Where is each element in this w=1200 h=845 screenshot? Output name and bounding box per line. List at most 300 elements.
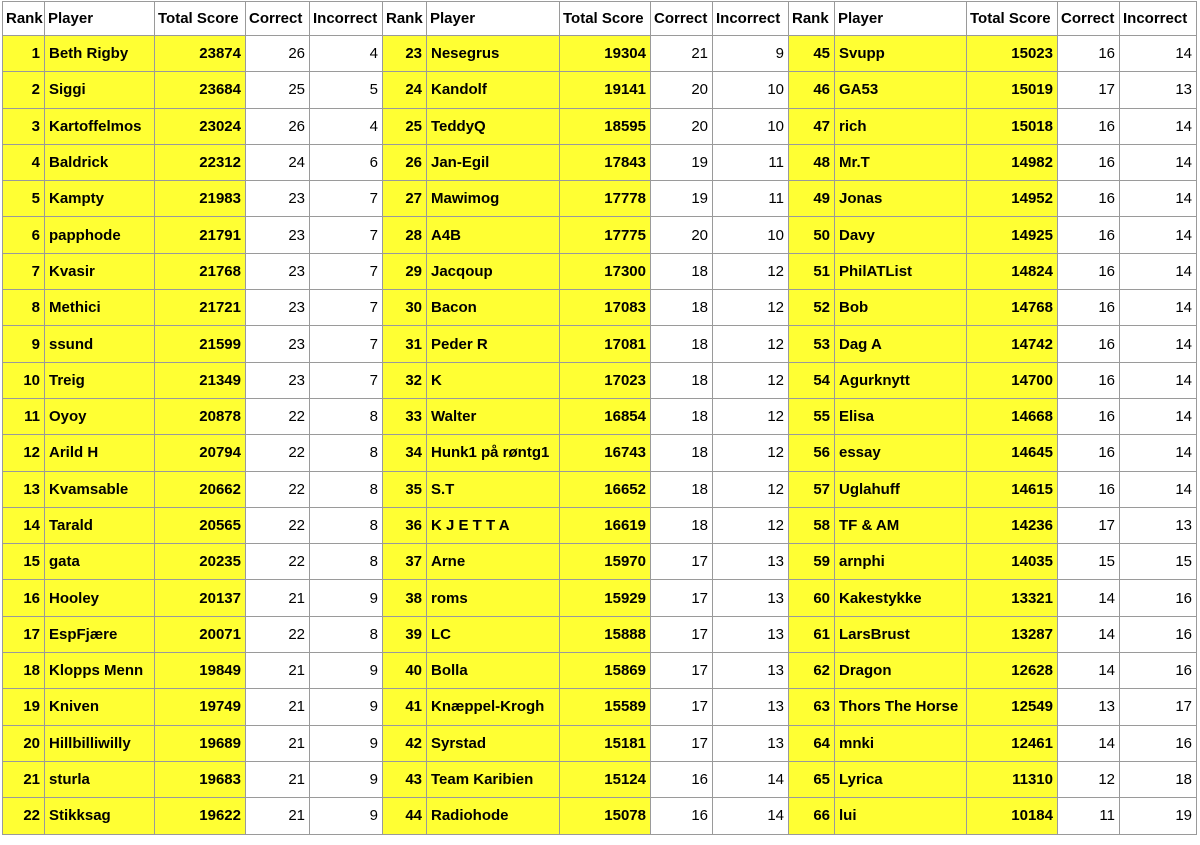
table-row — [3, 108, 383, 144]
incorrect-cell: 14 — [1120, 362, 1197, 398]
rank-cell: 39 — [383, 616, 427, 652]
correct-cell: 16 — [1058, 398, 1120, 434]
panel-body — [3, 36, 383, 835]
player-cell: Dag A — [835, 326, 967, 362]
player-cell: Nesegrus — [427, 36, 560, 72]
total-score-cell: 20235 — [155, 544, 246, 580]
table-row — [3, 507, 383, 543]
rank-cell: 42 — [383, 725, 427, 761]
correct-cell: 16 — [1058, 435, 1120, 471]
incorrect-cell: 11 — [713, 144, 789, 180]
total-score-cell: 19304 — [560, 36, 651, 72]
rank-cell: 6 — [3, 217, 45, 253]
rank-cell: 60 — [789, 580, 835, 616]
rank-cell: 38 — [383, 580, 427, 616]
rank-cell: 2 — [3, 72, 45, 108]
correct-cell: 22 — [246, 435, 310, 471]
table-row — [3, 761, 383, 797]
incorrect-cell: 13 — [1120, 72, 1197, 108]
correct-cell: 16 — [651, 761, 713, 797]
incorrect-cell: 9 — [310, 689, 383, 725]
incorrect-cell: 7 — [310, 217, 383, 253]
correct-cell: 16 — [1058, 144, 1120, 180]
total-score-cell: 13287 — [967, 616, 1058, 652]
table-row — [383, 616, 789, 652]
header-row — [383, 2, 789, 36]
player-header: Player — [45, 2, 155, 36]
rank-cell: 22 — [3, 798, 45, 834]
total-score-cell: 17843 — [560, 144, 651, 180]
table-row — [789, 507, 1197, 543]
total-score-cell: 12549 — [967, 689, 1058, 725]
player-cell: Tarald — [45, 507, 155, 543]
incorrect-cell: 13 — [713, 689, 789, 725]
correct-cell: 21 — [651, 36, 713, 72]
total-score-cell: 14615 — [967, 471, 1058, 507]
incorrect-cell: 13 — [713, 725, 789, 761]
total-score-cell: 14742 — [967, 326, 1058, 362]
player-cell: Lyrica — [835, 761, 967, 797]
total-score-cell: 14700 — [967, 362, 1058, 398]
rank-cell: 28 — [383, 217, 427, 253]
total-score-cell: 16652 — [560, 471, 651, 507]
correct-cell: 17 — [651, 653, 713, 689]
table-row — [789, 725, 1197, 761]
rank-header: Rank — [3, 2, 45, 36]
rank-cell: 50 — [789, 217, 835, 253]
table-row — [3, 616, 383, 652]
table-row — [383, 507, 789, 543]
incorrect-cell: 9 — [713, 36, 789, 72]
total-score-cell: 14982 — [967, 144, 1058, 180]
table-row — [789, 290, 1197, 326]
rank-cell: 13 — [3, 471, 45, 507]
total-score-cell: 15019 — [967, 72, 1058, 108]
total-score-cell: 23874 — [155, 36, 246, 72]
incorrect-cell: 14 — [1120, 398, 1197, 434]
total-score-header: Total Score — [967, 2, 1058, 36]
player-cell: Treig — [45, 362, 155, 398]
correct-cell: 16 — [1058, 326, 1120, 362]
total-score-cell: 14925 — [967, 217, 1058, 253]
player-cell: Baldrick — [45, 144, 155, 180]
incorrect-cell: 4 — [310, 108, 383, 144]
correct-cell: 17 — [651, 580, 713, 616]
table-row — [789, 108, 1197, 144]
incorrect-cell: 17 — [1120, 689, 1197, 725]
correct-cell: 18 — [651, 362, 713, 398]
player-cell: mnki — [835, 725, 967, 761]
table-row — [3, 144, 383, 180]
player-cell: Klopps Menn — [45, 653, 155, 689]
correct-cell: 17 — [651, 689, 713, 725]
total-score-cell: 15970 — [560, 544, 651, 580]
correct-cell: 16 — [1058, 36, 1120, 72]
rank-cell: 20 — [3, 725, 45, 761]
table-row — [3, 72, 383, 108]
player-cell: Kakestykke — [835, 580, 967, 616]
correct-cell: 21 — [246, 689, 310, 725]
table-row — [3, 181, 383, 217]
rank-cell: 65 — [789, 761, 835, 797]
player-cell: Beth Rigby — [45, 36, 155, 72]
total-score-header: Total Score — [560, 2, 651, 36]
player-cell: Stikksag — [45, 798, 155, 834]
incorrect-cell: 10 — [713, 217, 789, 253]
table-row — [3, 798, 383, 834]
rank-cell: 16 — [3, 580, 45, 616]
player-header: Player — [835, 2, 967, 36]
incorrect-header: Incorrect — [1120, 2, 1197, 36]
rank-cell: 26 — [383, 144, 427, 180]
player-cell: Kvamsable — [45, 471, 155, 507]
correct-cell: 23 — [246, 290, 310, 326]
correct-cell: 14 — [1058, 653, 1120, 689]
total-score-cell: 21983 — [155, 181, 246, 217]
incorrect-cell: 16 — [1120, 653, 1197, 689]
total-score-cell: 21721 — [155, 290, 246, 326]
total-score-cell: 14668 — [967, 398, 1058, 434]
correct-cell: 23 — [246, 181, 310, 217]
total-score-cell: 19141 — [560, 72, 651, 108]
incorrect-cell: 11 — [713, 181, 789, 217]
correct-cell: 22 — [246, 507, 310, 543]
rank-cell: 66 — [789, 798, 835, 834]
rank-cell: 52 — [789, 290, 835, 326]
correct-cell: 21 — [246, 725, 310, 761]
correct-cell: 21 — [246, 798, 310, 834]
rank-cell: 31 — [383, 326, 427, 362]
incorrect-cell: 8 — [310, 544, 383, 580]
rank-cell: 41 — [383, 689, 427, 725]
total-score-cell: 12461 — [967, 725, 1058, 761]
incorrect-header: Incorrect — [310, 2, 383, 36]
player-cell: Hillbilliwilly — [45, 725, 155, 761]
correct-cell: 21 — [246, 580, 310, 616]
correct-cell: 22 — [246, 544, 310, 580]
rank-cell: 46 — [789, 72, 835, 108]
incorrect-cell: 10 — [713, 72, 789, 108]
player-cell: Bacon — [427, 290, 560, 326]
table-row — [383, 689, 789, 725]
player-cell: Bob — [835, 290, 967, 326]
table-row — [3, 290, 383, 326]
total-score-cell: 17081 — [560, 326, 651, 362]
header-row — [789, 2, 1197, 36]
player-header: Player — [427, 2, 560, 36]
incorrect-cell: 13 — [713, 544, 789, 580]
correct-cell: 19 — [651, 181, 713, 217]
incorrect-cell: 9 — [310, 580, 383, 616]
table-row — [383, 761, 789, 797]
correct-cell: 14 — [1058, 725, 1120, 761]
rank-cell: 51 — [789, 253, 835, 289]
table-row — [3, 653, 383, 689]
table-row — [3, 398, 383, 434]
incorrect-cell: 14 — [1120, 290, 1197, 326]
incorrect-cell: 14 — [713, 761, 789, 797]
rank-cell: 49 — [789, 181, 835, 217]
correct-cell: 18 — [651, 290, 713, 326]
incorrect-cell: 4 — [310, 36, 383, 72]
table-row — [383, 253, 789, 289]
table-row — [383, 72, 789, 108]
player-cell: Mawimog — [427, 181, 560, 217]
total-score-cell: 21599 — [155, 326, 246, 362]
total-score-cell: 14645 — [967, 435, 1058, 471]
player-cell: Team Karibien — [427, 761, 560, 797]
incorrect-cell: 5 — [310, 72, 383, 108]
table-row — [383, 362, 789, 398]
total-score-cell: 15929 — [560, 580, 651, 616]
rank-cell: 58 — [789, 507, 835, 543]
leaderboard-panel-2 — [382, 1, 789, 835]
rank-cell: 34 — [383, 435, 427, 471]
total-score-cell: 14035 — [967, 544, 1058, 580]
table-row — [789, 217, 1197, 253]
total-score-cell: 11310 — [967, 761, 1058, 797]
total-score-cell: 10184 — [967, 798, 1058, 834]
correct-cell: 15 — [1058, 544, 1120, 580]
total-score-cell: 15589 — [560, 689, 651, 725]
total-score-header: Total Score — [155, 2, 246, 36]
incorrect-cell: 12 — [713, 290, 789, 326]
correct-cell: 23 — [246, 326, 310, 362]
total-score-cell: 21791 — [155, 217, 246, 253]
incorrect-cell: 12 — [713, 471, 789, 507]
correct-cell: 14 — [1058, 580, 1120, 616]
rank-cell: 11 — [3, 398, 45, 434]
player-cell: Kampty — [45, 181, 155, 217]
table-row — [789, 544, 1197, 580]
correct-cell: 18 — [651, 326, 713, 362]
correct-cell: 21 — [246, 761, 310, 797]
table-row — [383, 217, 789, 253]
rank-cell: 3 — [3, 108, 45, 144]
player-cell: Svupp — [835, 36, 967, 72]
correct-cell: 26 — [246, 36, 310, 72]
table-row — [789, 253, 1197, 289]
table-row — [383, 725, 789, 761]
player-cell: GA53 — [835, 72, 967, 108]
table-row — [383, 290, 789, 326]
total-score-cell: 20071 — [155, 616, 246, 652]
incorrect-cell: 14 — [1120, 471, 1197, 507]
incorrect-header: Incorrect — [713, 2, 789, 36]
total-score-cell: 15023 — [967, 36, 1058, 72]
incorrect-cell: 6 — [310, 144, 383, 180]
total-score-cell: 15124 — [560, 761, 651, 797]
table-row — [789, 326, 1197, 362]
table-row — [3, 580, 383, 616]
incorrect-cell: 15 — [1120, 544, 1197, 580]
rank-cell: 62 — [789, 653, 835, 689]
correct-cell: 18 — [651, 435, 713, 471]
player-cell: rich — [835, 108, 967, 144]
header-row — [3, 2, 383, 36]
total-score-cell: 14824 — [967, 253, 1058, 289]
table-row — [3, 326, 383, 362]
player-cell: Bolla — [427, 653, 560, 689]
table-row — [3, 544, 383, 580]
correct-cell: 13 — [1058, 689, 1120, 725]
table-row — [383, 181, 789, 217]
total-score-cell: 20878 — [155, 398, 246, 434]
incorrect-cell: 18 — [1120, 761, 1197, 797]
table-row — [383, 326, 789, 362]
correct-cell: 23 — [246, 362, 310, 398]
player-cell: TeddyQ — [427, 108, 560, 144]
player-cell: sturla — [45, 761, 155, 797]
rank-cell: 7 — [3, 253, 45, 289]
rank-cell: 30 — [383, 290, 427, 326]
table-row — [789, 36, 1197, 72]
total-score-cell: 21349 — [155, 362, 246, 398]
total-score-cell: 19749 — [155, 689, 246, 725]
player-cell: K J E T T A — [427, 507, 560, 543]
player-cell: PhilATList — [835, 253, 967, 289]
incorrect-cell: 9 — [310, 761, 383, 797]
total-score-cell: 20794 — [155, 435, 246, 471]
player-cell: LC — [427, 616, 560, 652]
table-row — [383, 471, 789, 507]
incorrect-cell: 14 — [1120, 435, 1197, 471]
incorrect-cell: 13 — [713, 616, 789, 652]
player-cell: essay — [835, 435, 967, 471]
rank-cell: 21 — [3, 761, 45, 797]
incorrect-cell: 9 — [310, 653, 383, 689]
incorrect-cell: 8 — [310, 471, 383, 507]
incorrect-cell: 7 — [310, 362, 383, 398]
player-cell: Thors The Horse — [835, 689, 967, 725]
correct-cell: 16 — [1058, 217, 1120, 253]
correct-cell: 16 — [1058, 181, 1120, 217]
table-row — [3, 689, 383, 725]
table-row — [789, 181, 1197, 217]
incorrect-cell: 14 — [1120, 36, 1197, 72]
table-row — [383, 653, 789, 689]
player-cell: Peder R — [427, 326, 560, 362]
total-score-cell: 14768 — [967, 290, 1058, 326]
leaderboard-panel-3 — [788, 1, 1197, 835]
total-score-cell: 17300 — [560, 253, 651, 289]
table-row — [789, 144, 1197, 180]
rank-cell: 48 — [789, 144, 835, 180]
total-score-cell: 17778 — [560, 181, 651, 217]
total-score-cell: 23024 — [155, 108, 246, 144]
rank-cell: 8 — [3, 290, 45, 326]
incorrect-cell: 12 — [713, 362, 789, 398]
leaderboard-panel-1 — [2, 1, 383, 835]
rank-cell: 35 — [383, 471, 427, 507]
table-row — [383, 798, 789, 834]
table-row — [789, 362, 1197, 398]
player-cell: Syrstad — [427, 725, 560, 761]
correct-cell: 20 — [651, 217, 713, 253]
player-cell: EspFjære — [45, 616, 155, 652]
rank-cell: 19 — [3, 689, 45, 725]
correct-cell: 18 — [651, 471, 713, 507]
incorrect-cell: 9 — [310, 798, 383, 834]
correct-cell: 16 — [1058, 362, 1120, 398]
player-cell: Arild H — [45, 435, 155, 471]
correct-cell: 17 — [1058, 507, 1120, 543]
total-score-cell: 15888 — [560, 616, 651, 652]
correct-cell: 19 — [651, 144, 713, 180]
total-score-cell: 19689 — [155, 725, 246, 761]
rank-cell: 17 — [3, 616, 45, 652]
correct-cell: 18 — [651, 507, 713, 543]
player-cell: Davy — [835, 217, 967, 253]
player-cell: S.T — [427, 471, 560, 507]
total-score-cell: 19622 — [155, 798, 246, 834]
correct-cell: 21 — [246, 653, 310, 689]
incorrect-cell: 8 — [310, 507, 383, 543]
total-score-cell: 15018 — [967, 108, 1058, 144]
total-score-cell: 17775 — [560, 217, 651, 253]
table-row — [383, 435, 789, 471]
rank-cell: 18 — [3, 653, 45, 689]
player-cell: Elisa — [835, 398, 967, 434]
player-cell: Kniven — [45, 689, 155, 725]
correct-cell: 26 — [246, 108, 310, 144]
rank-cell: 36 — [383, 507, 427, 543]
table-row — [789, 653, 1197, 689]
rank-cell: 54 — [789, 362, 835, 398]
incorrect-cell: 14 — [1120, 217, 1197, 253]
player-cell: arnphi — [835, 544, 967, 580]
player-cell: Knæppel-Krogh — [427, 689, 560, 725]
incorrect-cell: 13 — [713, 653, 789, 689]
incorrect-cell: 8 — [310, 616, 383, 652]
rank-cell: 23 — [383, 36, 427, 72]
incorrect-cell: 12 — [713, 507, 789, 543]
player-cell: A4B — [427, 217, 560, 253]
total-score-cell: 16743 — [560, 435, 651, 471]
rank-cell: 5 — [3, 181, 45, 217]
table-row — [3, 471, 383, 507]
incorrect-cell: 7 — [310, 326, 383, 362]
rank-header: Rank — [383, 2, 427, 36]
correct-header: Correct — [246, 2, 310, 36]
player-cell: K — [427, 362, 560, 398]
incorrect-cell: 14 — [1120, 326, 1197, 362]
player-cell: LarsBrust — [835, 616, 967, 652]
incorrect-cell: 14 — [1120, 181, 1197, 217]
incorrect-cell: 8 — [310, 435, 383, 471]
rank-cell: 57 — [789, 471, 835, 507]
rank-cell: 56 — [789, 435, 835, 471]
correct-header: Correct — [651, 2, 713, 36]
correct-cell: 20 — [651, 108, 713, 144]
rank-cell: 37 — [383, 544, 427, 580]
player-cell: papphode — [45, 217, 155, 253]
rank-cell: 59 — [789, 544, 835, 580]
incorrect-cell: 12 — [713, 435, 789, 471]
total-score-cell: 19849 — [155, 653, 246, 689]
rank-cell: 27 — [383, 181, 427, 217]
player-cell: Dragon — [835, 653, 967, 689]
player-cell: Kartoffelmos — [45, 108, 155, 144]
total-score-cell: 14236 — [967, 507, 1058, 543]
correct-cell: 18 — [651, 398, 713, 434]
player-cell: Methici — [45, 290, 155, 326]
correct-cell: 16 — [1058, 471, 1120, 507]
incorrect-cell: 13 — [1120, 507, 1197, 543]
rank-cell: 25 — [383, 108, 427, 144]
player-cell: TF & AM — [835, 507, 967, 543]
rank-cell: 53 — [789, 326, 835, 362]
